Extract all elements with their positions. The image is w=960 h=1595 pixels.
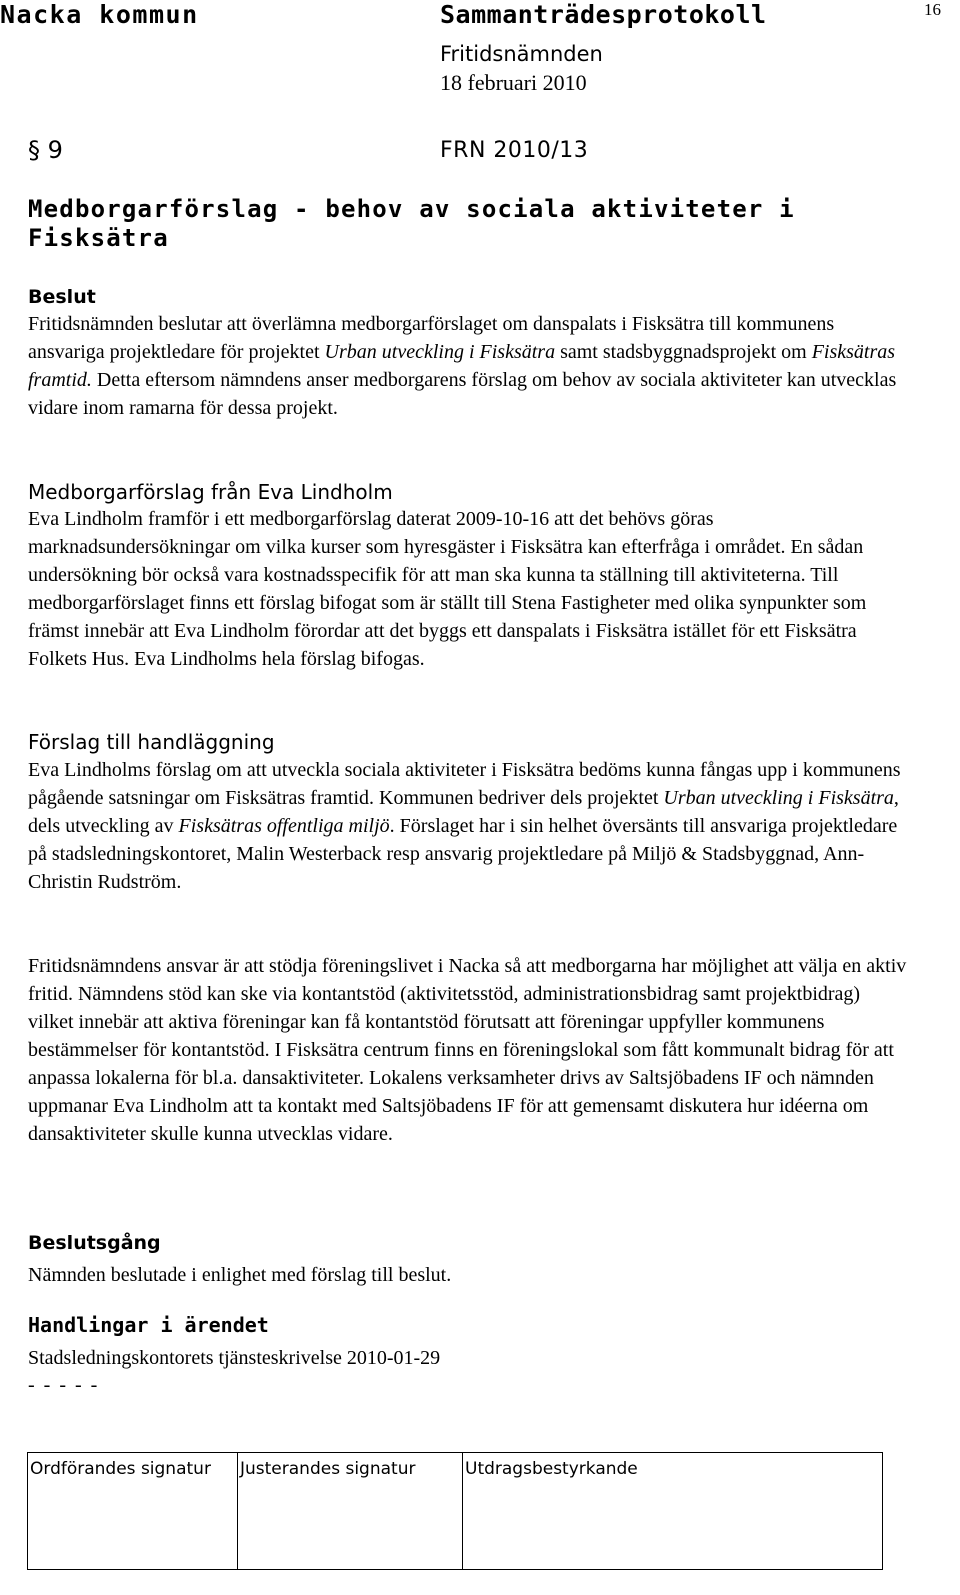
document-type: Sammanträdesprotokoll [440, 0, 767, 29]
handlingar-heading: Handlingar i ärendet [28, 1313, 269, 1337]
beslutsgang-heading: Beslutsgång [28, 1232, 161, 1254]
signature-table [27, 1452, 883, 1570]
meeting-date: 18 februari 2010 [440, 70, 587, 95]
paragraph-number: § 9 [28, 136, 63, 164]
case-number: FRN 2010/13 [440, 138, 589, 163]
certification-cell: Utdragsbestyrkande [463, 1453, 883, 1570]
organization-name: Nacka kommun [0, 0, 199, 29]
beslut-heading: Beslut [28, 286, 96, 308]
beslutsgang-text: Nämnden beslutade i enlighet med förslag till beslut. [28, 1264, 452, 1286]
handlaggning-heading: Förslag till handläggning [28, 730, 275, 754]
ansvar-text: Fritidsnämndens ansvar är att stödja föreningslivet i Nacka så att medborgarna har möjlighet att välja en aktiv fritid. Nämndens stöd kan ske via kontantstöd (aktivitetsstöd, administrationsbidrag samt projektbidrag) vilket innebär att aktiva föreningar kan få kontantstöd förutsatt att föreningar uppfyller kommunens bestämmelser för kontantstöd. I Fisksätra centrum finns en föreningslokal som fått kommunalt bidrag för att anpassa lokalerna för bl.a. dansaktiviteter. Lokalens verksamheter drivs av Saltsjöbadens IF och nämnden uppmanar Eva Lindholm att ta kontakt med Saltsjöbadens IF för att gemensamt diskutera hur idéerna om dansaktiviteter skulle kunna utvecklas vidare. [28, 955, 907, 1145]
forslag-heading: Medborgarförslag från Eva Lindholm [28, 480, 393, 504]
adjuster-signature-cell: Justerandes signatur [238, 1453, 463, 1570]
beslut-text: Fritidsnämnden beslutar att överlämna medborgarförslaget om danspalats i Fisksätra till kommunens ansvariga projektledare för projektet Urban utveckling i Fisksätra samt stadsbyggnadsprojekt om Fisksätras framtid. Detta eftersom nämndens anser medborgarens förslag om behov av sociala aktiviteter kan utvecklas vidare inom ramarna för dessa projekt. [28, 313, 897, 419]
committee-name: Fritidsnämnden [440, 42, 603, 66]
chair-signature-cell: Ordförandes signatur [28, 1453, 238, 1570]
handlingar-text: Stadsledningskontorets tjänsteskrivelse 2010-01-29 [28, 1347, 441, 1369]
signature-row [28, 1453, 883, 1570]
case-title: Medborgarförslag - behov av sociala aktiviteter i Fisksätra [28, 195, 795, 252]
end-mark: - - - - - [28, 1374, 100, 1396]
handlaggning-text: Eva Lindholms förslag om att utveckla sociala aktiviteter i Fisksätra bedöms kunna fångas upp i kommunens pågående satsningar om Fisksätras framtid. Kommunen bedriver dels projektet Urban utveckling i Fisksätra, dels utveckling av Fisksätras offentliga miljö. Förslaget har i sin helhet översänts till ansvariga projektledare på stadsledningskontoret, Malin Westerback resp ansvarig projektledare på Miljö & Stadsbyggnad, Ann-Christin Rudström. [28, 759, 901, 893]
forslag-text: Eva Lindholm framför i ett medborgarförslag daterat 2009-10-16 att det behövs göras marknadsundersökningar om vilka kurser som hyresgäster i Fisksätra kan efterfråga i området. En sådan undersökning bör också vara kostnadsspecifik för att man ska kunna ta ställning till aktiviteterna. Till medborgarförslaget finns ett förslag bifogat som är ställt till Stena Fastigheter med olika synpunkter som främst innebär att Eva Lindholm förordar att det byggs ett danspalats i Fisksätra istället för ett Fisksätra Folkets Hus. Eva Lindholms hela förslag bifogas. [28, 508, 867, 670]
page-number: 16 [924, 0, 941, 19]
